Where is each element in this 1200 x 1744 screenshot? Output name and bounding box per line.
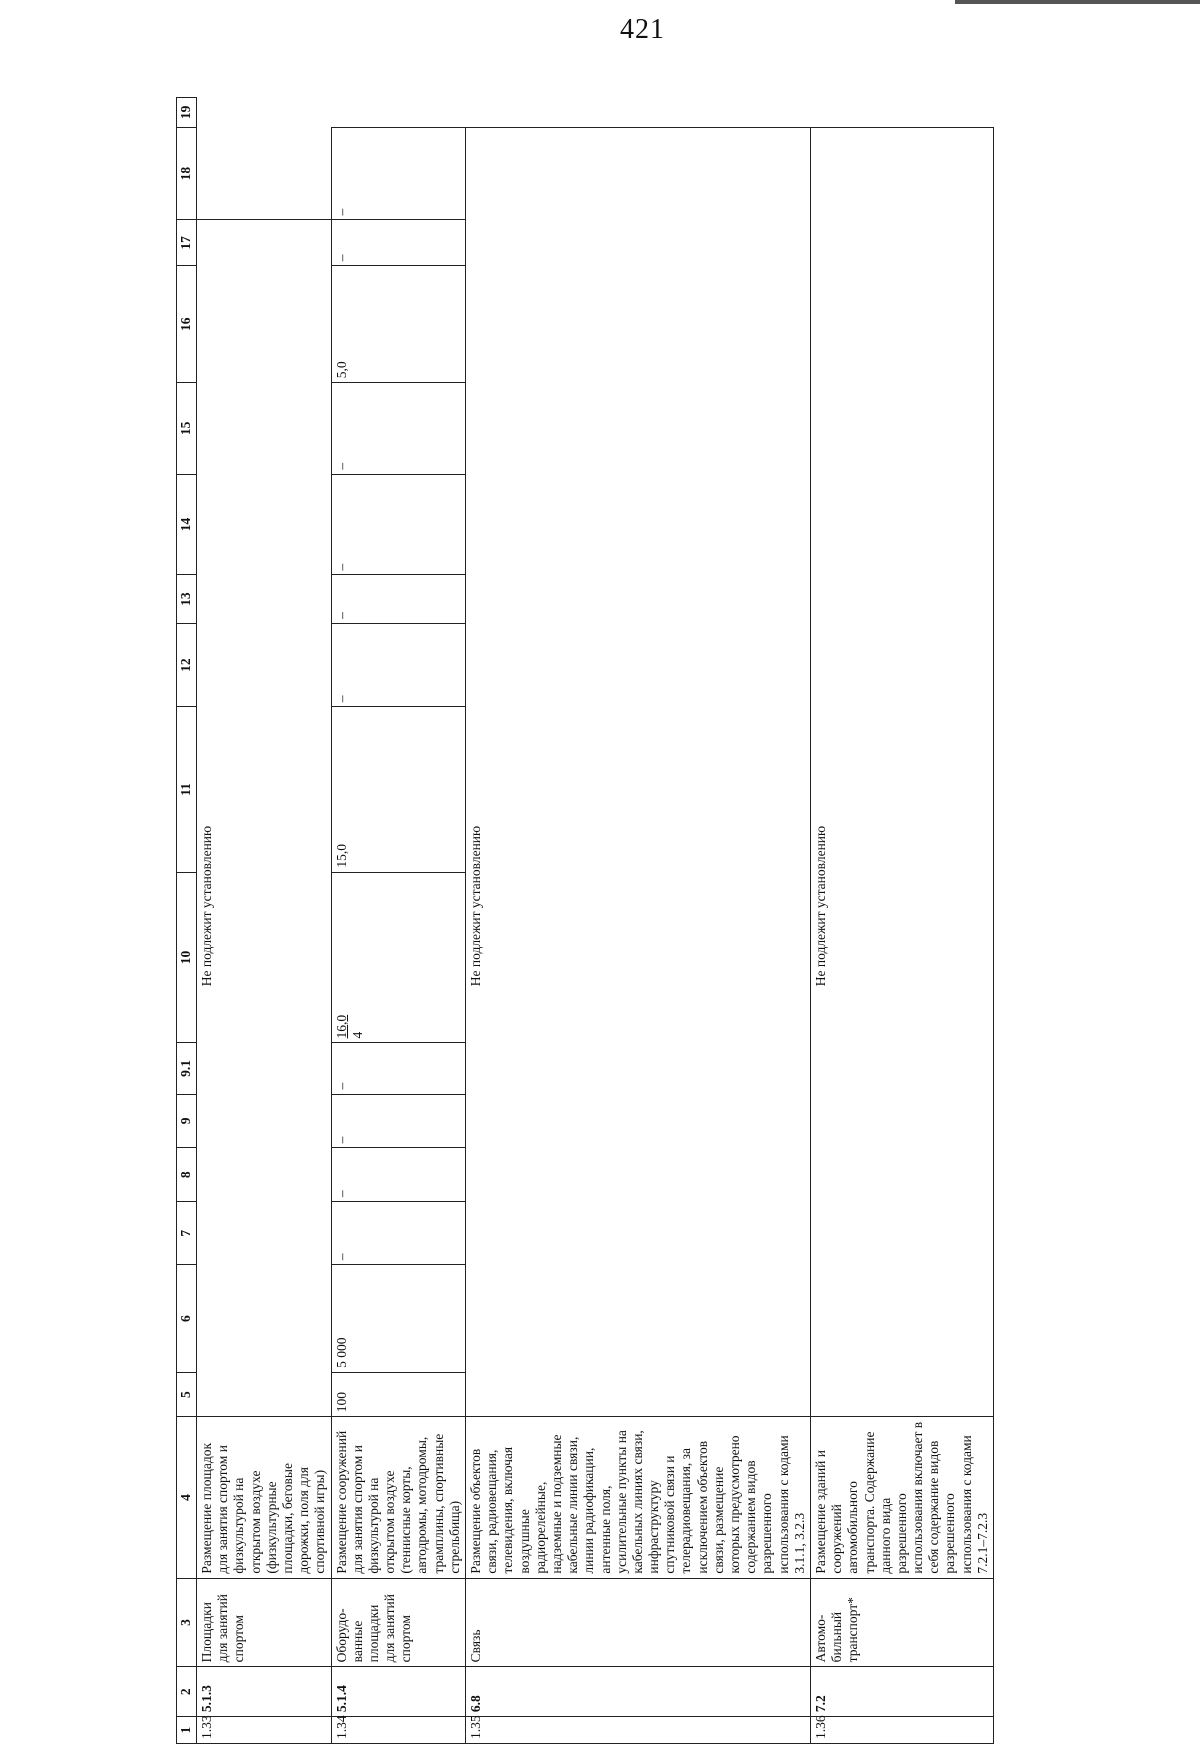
- row-name: Автомо-бильный транспорт*: [810, 1578, 993, 1667]
- header-row: [177, 98, 197, 1744]
- cell-6: 5 000: [331, 1265, 466, 1373]
- cell-14: –: [331, 474, 466, 575]
- header-cell: 1: [177, 1717, 197, 1744]
- fraction: [334, 1015, 366, 1039]
- row-span-text: Не подлежит установлению: [197, 220, 332, 1417]
- cell-11: 15,0: [331, 707, 466, 872]
- header-cell: 6: [177, 1265, 197, 1373]
- header-cell: 18: [177, 127, 197, 220]
- cell-10: [331, 872, 466, 1043]
- blank-cell: [197, 98, 332, 128]
- row-description: Размещение объектов связи, радиовещания, телевидения, включая воздушные радиорелейные, надземные и подземные кабельные линии связи, линии радиофикации, антенные поля, усилительные пункты на кабельных линиях связи, инфраструктуру спутниковой связи и телерадиовещания, за исключением объектов связи, размещение которых предусмотрено содержанием видов разрешенного использования с кодами 3.1.1, 3.2.3: [466, 1417, 811, 1578]
- header-cell: 9: [177, 1094, 197, 1148]
- row-code: 5.1.3: [197, 1667, 332, 1717]
- blank-cell: [466, 98, 811, 128]
- header-cell: 4: [177, 1417, 197, 1578]
- header-cell: 2: [177, 1667, 197, 1717]
- table-row: [197, 98, 332, 1744]
- header-cell: 17: [177, 220, 197, 266]
- fraction-top: 16,0: [333, 1014, 349, 1039]
- header-cell: 16: [177, 266, 197, 383]
- header-cell: 3: [177, 1578, 197, 1667]
- table-row: [331, 98, 466, 1744]
- header-cell: 12: [177, 623, 197, 706]
- header-cell: 8: [177, 1148, 197, 1202]
- cell-15: –: [331, 383, 466, 474]
- cell-9: –: [331, 1094, 466, 1148]
- row-number: 1.36: [810, 1717, 993, 1744]
- row-description: Размещение площадок для занятия спортом и физкультурой на открытом воздухе (физкультурные площадки, беговые дорожки, поля для спортивной игры): [197, 1417, 332, 1578]
- cell-12: –: [331, 623, 466, 706]
- row-number: 1.33: [197, 1717, 332, 1744]
- row-number: 1.35: [466, 1717, 811, 1744]
- page-number: 421: [620, 14, 665, 45]
- cell-16: 5,0: [331, 266, 466, 383]
- row-code: 7.2: [810, 1667, 993, 1717]
- table-row: [466, 98, 811, 1744]
- header-cell: 15: [177, 383, 197, 474]
- cell-5: 100: [331, 1372, 466, 1416]
- blank-cell: [810, 98, 993, 128]
- row-span-text: Не подлежит установлению: [466, 127, 811, 1417]
- row-code: 5.1.4: [331, 1667, 466, 1717]
- header-cell: 13: [177, 575, 197, 623]
- fraction-bottom: 4: [349, 1031, 365, 1039]
- land-use-table: [176, 97, 994, 1744]
- row-code: 6.8: [466, 1667, 811, 1717]
- row-span-text: Не подлежит установлению: [810, 127, 993, 1417]
- row-description: Размещение зданий и сооружений автомобильного транспорта. Содержание данного вида разрешенного использования включает в себя содержание видов разрешенного использования с кодами 7.2.1–7.2.3: [810, 1417, 993, 1578]
- header-cell: 7: [177, 1202, 197, 1265]
- cell-7: –: [331, 1202, 466, 1265]
- row-name: Связь: [466, 1578, 811, 1667]
- header-cell: 9.1: [177, 1043, 197, 1094]
- cell-9-1: –: [331, 1043, 466, 1094]
- header-cell: 11: [177, 707, 197, 872]
- row-name: Оборудо-ванные площадки для занятий спортом: [331, 1578, 466, 1667]
- header-cell: 5: [177, 1372, 197, 1416]
- blank-cell: [197, 127, 332, 220]
- row-number: 1.34: [331, 1717, 466, 1744]
- row-description: Размещение сооружений для занятия спортом и физкультурой на открытом воздухе (теннисные корты, автодромы, мотодромы, трамплины, спортивные стрельбища): [331, 1417, 466, 1578]
- cell-17: –: [331, 220, 466, 266]
- cell-13: –: [331, 575, 466, 623]
- blank-cell: [331, 98, 466, 128]
- top-rule: [955, 0, 1200, 4]
- row-name: Площадки для занятий спортом: [197, 1578, 332, 1667]
- header-cell: 19: [177, 98, 197, 128]
- table-row: [810, 98, 993, 1744]
- header-cell: 10: [177, 872, 197, 1043]
- cell-18: –: [331, 127, 466, 220]
- rotated-table-wrapper: [176, 97, 990, 1744]
- cell-8: –: [331, 1148, 466, 1202]
- header-cell: 14: [177, 474, 197, 575]
